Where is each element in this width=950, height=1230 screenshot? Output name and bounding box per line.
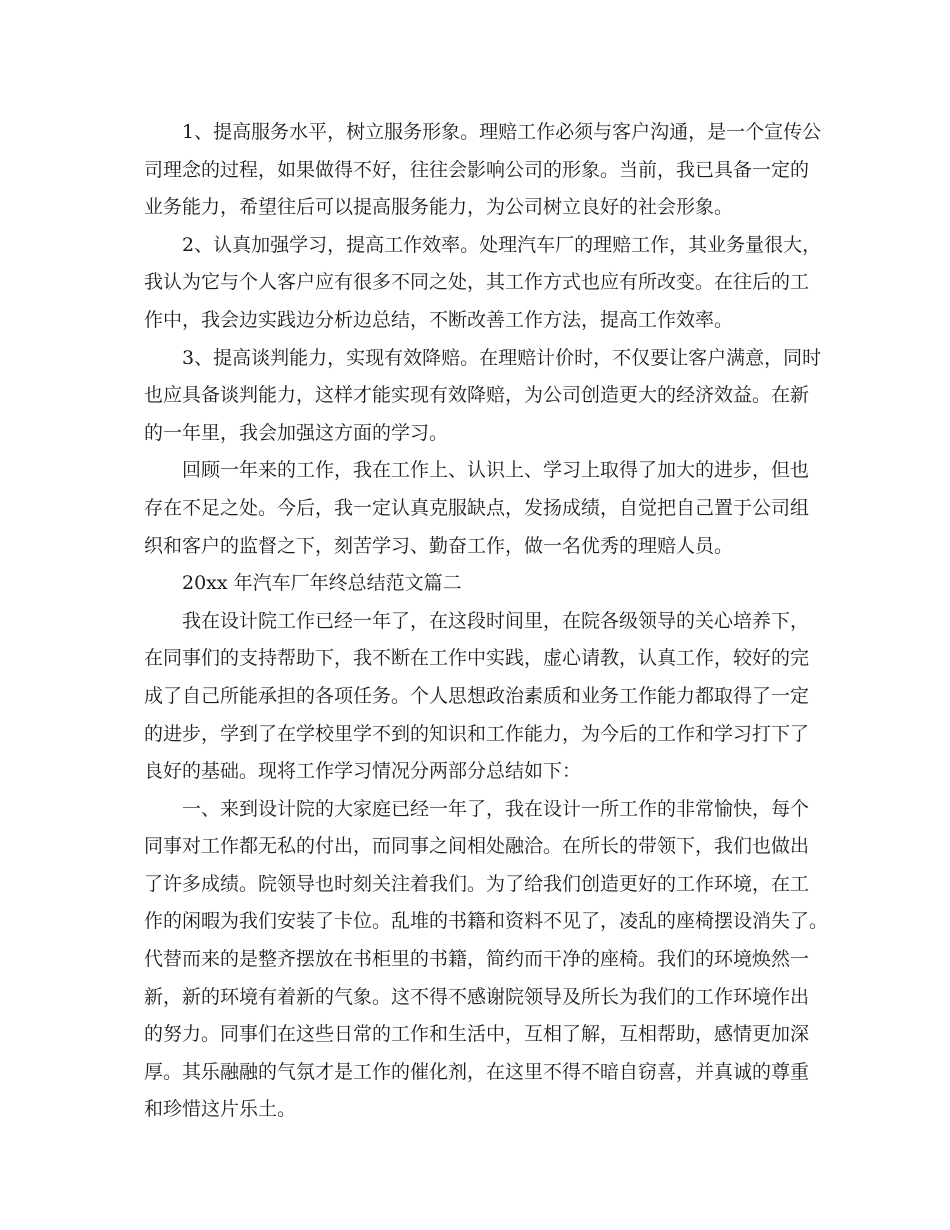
text-line: 良好的基础。现将工作学习情况分两部分总结如下：: [144, 760, 582, 783]
text-line: 作的闲暇为我们安装了卡位。乱堆的书籍和资料不见了，凌乱的座椅摆设消失了。: [144, 910, 829, 933]
text-line: 了许多成绩。院领导也时刻关注着我们。为了给我们创造更好的工作环境，在工: [144, 872, 810, 895]
text-line: 的进步，学到了在学校里学不到的知识和工作能力，为今后的工作和学习打下了: [144, 722, 810, 745]
text-line: 2、认真加强学习，提高工作效率。处理汽车厂的理赔工作，其业务量很大，: [182, 233, 822, 256]
paragraph: [144, 452, 810, 565]
text-line: 同事对工作都无私的付出，而同事之间相处融洽。在所长的带领下，我们也做出: [144, 835, 810, 858]
paragraph: [144, 227, 822, 340]
text-line: 3、提高谈判能力，实现有效降赔。在理赔计价时，不仅要让客户满意，同时: [182, 346, 822, 369]
text-line: 我在设计院工作已经一年了，在这段时间里，在院各级领导的关心培养下，: [182, 609, 810, 632]
text-line: 的一年里，我会加强这方面的学习。: [144, 421, 449, 444]
text-line: 作中，我会边实践边分析边总结，不断改善工作方法，提高工作效率。: [144, 308, 734, 331]
text-line: 司理念的过程，如果做得不好，往往会影响公司的形象。当前，我已具备一定的: [144, 158, 810, 181]
text-line: 我认为它与个人客户应有很多不同之处，其工作方式也应有所改变。在往后的工: [144, 271, 810, 294]
text-line: 一、来到设计院的大家庭已经一年了，我在设计一所工作的非常愉快，每个: [182, 797, 810, 820]
text-line: 1、提高服务水平，树立服务形象。理赔工作必须与客户沟通，是一个宣传公: [182, 121, 822, 143]
text-line: 存在不足之处。今后，我一定认真克服缺点，发扬成绩，自觉把自己置于公司组: [144, 496, 810, 519]
text-line: 成了自己所能承担的各项任务。个人思想政治素质和业务工作能力都取得了一定: [144, 684, 810, 707]
paragraph: [144, 603, 810, 791]
text-line: 织和客户的监督之下，刻苦学习、勤奋工作，做一名优秀的理赔人员。: [144, 534, 734, 557]
text-line: 厚。其乐融融的气氛才是工作的催化剂，在这里不得不暗自窃喜，并真诚的尊重: [144, 1060, 810, 1083]
text-line: 和珍惜这片乐土。: [144, 1098, 297, 1121]
paragraph: [144, 340, 822, 453]
document-body: [144, 114, 829, 1129]
paragraph: [144, 791, 829, 1129]
text-line: 在同事们的支持帮助下，我不断在工作中实践，虚心请教，认真工作，较好的完: [144, 647, 810, 670]
paragraph: [144, 114, 822, 227]
section-heading: [144, 565, 804, 603]
text-line: 的努力。同事们在这些日常的工作和生活中，互相了解，互相帮助，感情更加深: [144, 1023, 810, 1046]
text-line: 回顾一年来的工作，我在工作上、认识上、学习上取得了加大的进步，但也: [182, 459, 810, 482]
heading-text: 20xx 年汽车厂年终总结范文篇二: [182, 572, 462, 595]
text-line: 代替而来的是整齐摆放在书柜里的书籍，简约而干净的座椅。我们的环境焕然一: [144, 948, 810, 971]
text-line: 业务能力，希望往后可以提高服务能力，为公司树立良好的社会形象。: [144, 196, 734, 219]
text-line: 也应具备谈判能力，这样才能实现有效降赔，为公司创造更大的经济效益。在新: [144, 384, 810, 407]
text-line: 新，新的环境有着新的气象。这不得不感谢院领导及所长为我们的工作环境作出: [144, 985, 810, 1008]
